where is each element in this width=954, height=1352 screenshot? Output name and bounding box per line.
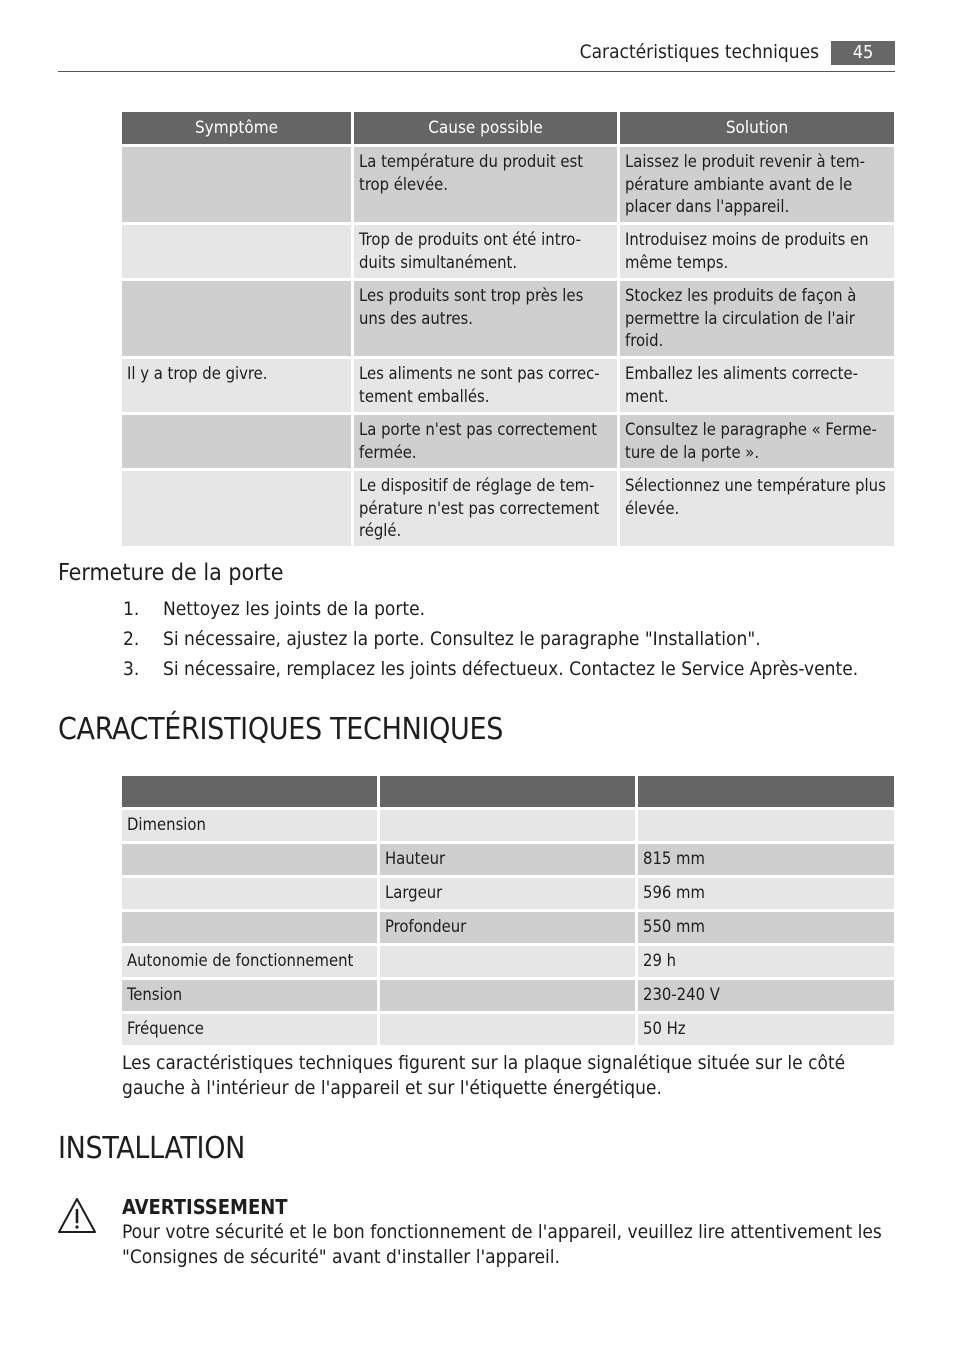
- symptom-cell: [122, 225, 351, 278]
- symptom-cell: Il y a trop de givre.: [122, 359, 351, 412]
- table-row: [122, 415, 894, 468]
- page-number: 45: [831, 41, 895, 65]
- table-row: [122, 878, 894, 909]
- table-header-row: [122, 776, 894, 807]
- symptom-cell: [122, 281, 351, 356]
- column-header-cause: Cause possible: [354, 112, 617, 144]
- spec-sub-cell: [380, 980, 635, 1011]
- spec-value-cell: 29 h: [638, 946, 894, 977]
- door-steps-list: [58, 597, 858, 687]
- spec-sub-cell: Profondeur: [380, 912, 635, 943]
- warning-title: AVERTISSEMENT: [122, 1195, 288, 1219]
- table-row: [122, 359, 894, 412]
- tech-section-title: CARACTÉRISTIQUES TECHNIQUES: [58, 712, 504, 747]
- step-text: Nettoyez les joints de la porte.: [163, 598, 426, 620]
- warning-icon: [57, 1197, 97, 1235]
- spec-name-cell: [122, 912, 377, 943]
- table-row: [122, 844, 894, 875]
- warning-text: Pour votre sécurité et le bon fonctionnement de l'appareil, veuillez lire attentivement les "Consignes de sécurité" avant d'installer l'appareil.: [122, 1221, 882, 1268]
- spec-name-cell: Autonomie de fonctionnement: [122, 946, 377, 977]
- symptom-cell: [122, 147, 351, 222]
- column-header-symptom: Symptôme: [122, 112, 351, 144]
- step-number: 3.: [123, 658, 140, 680]
- column-header: [122, 776, 377, 807]
- tech-note: Les caractéristiques techniques figurent sur la plaque signalétique située sur le côté gauche à l'intérieur de l'appareil et sur l'étiquette énergétique.: [122, 1052, 846, 1099]
- spec-name-cell: [122, 844, 377, 875]
- spec-value-cell: 596 mm: [638, 878, 894, 909]
- solution-cell: Sélectionnez une température plus élevée.: [620, 471, 894, 546]
- spec-value-cell: [638, 810, 894, 841]
- solution-cell: Introduisez moins de produits en même temps.: [620, 225, 894, 278]
- column-header: [638, 776, 894, 807]
- solution-cell: Consultez le paragraphe « Ferme-ture de la porte ».: [620, 415, 894, 468]
- table-row: [122, 980, 894, 1011]
- troubleshooting-table: [119, 109, 897, 549]
- cause-cell: Le dispositif de réglage de tem-pérature n'est pas correctement réglé.: [354, 471, 617, 546]
- table-header-row: [122, 112, 894, 144]
- install-section-title: INSTALLATION: [58, 1131, 246, 1166]
- symptom-cell: [122, 415, 351, 468]
- list-item: [58, 627, 858, 657]
- tech-specs-table: [119, 773, 897, 1048]
- cause-cell: Trop de produits ont été intro-duits simultanément.: [354, 225, 617, 278]
- step-number: 2.: [123, 628, 140, 650]
- spec-name-cell: Tension: [122, 980, 377, 1011]
- solution-cell: Emballez les aliments correcte-ment.: [620, 359, 894, 412]
- table-row: [122, 1014, 894, 1045]
- table-row: [122, 471, 894, 546]
- spec-value-cell: 230-240 V: [638, 980, 894, 1011]
- spec-name-cell: Fréquence: [122, 1014, 377, 1045]
- table-row: [122, 912, 894, 943]
- cause-cell: Les aliments ne sont pas correc-tement emballés.: [354, 359, 617, 412]
- column-header: [380, 776, 635, 807]
- header-title: Caractéristiques techniques: [579, 41, 819, 63]
- spec-value-cell: 815 mm: [638, 844, 894, 875]
- spec-value-cell: 550 mm: [638, 912, 894, 943]
- column-header-solution: Solution: [620, 112, 894, 144]
- symptom-cell: [122, 471, 351, 546]
- spec-sub-cell: Largeur: [380, 878, 635, 909]
- list-item: [58, 657, 858, 687]
- table-row: [122, 810, 894, 841]
- spec-sub-cell: [380, 810, 635, 841]
- solution-cell: Stockez les produits de façon à permettre la circulation de l'air froid.: [620, 281, 894, 356]
- spec-sub-cell: Hauteur: [380, 844, 635, 875]
- spec-value-cell: 50 Hz: [638, 1014, 894, 1045]
- door-section-title: Fermeture de la porte: [58, 560, 284, 586]
- table-row: [122, 225, 894, 278]
- spec-name-cell: Dimension: [122, 810, 377, 841]
- list-item: [58, 597, 858, 627]
- table-row: [122, 281, 894, 356]
- table-row: [122, 147, 894, 222]
- spec-sub-cell: [380, 1014, 635, 1045]
- solution-cell: Laissez le produit revenir à tem-pérature ambiante avant de le placer dans l'appareil.: [620, 147, 894, 222]
- cause-cell: Les produits sont trop près les uns des autres.: [354, 281, 617, 356]
- step-number: 1.: [123, 598, 140, 620]
- cause-cell: La température du produit est trop élevée.: [354, 147, 617, 222]
- page-header: [58, 38, 895, 72]
- step-text: Si nécessaire, remplacez les joints défectueux. Contactez le Service Après-vente.: [163, 658, 859, 680]
- table-row: [122, 946, 894, 977]
- cause-cell: La porte n'est pas correctement fermée.: [354, 415, 617, 468]
- spec-name-cell: [122, 878, 377, 909]
- spec-sub-cell: [380, 946, 635, 977]
- step-text: Si nécessaire, ajustez la porte. Consultez le paragraphe "Installation".: [163, 628, 761, 650]
